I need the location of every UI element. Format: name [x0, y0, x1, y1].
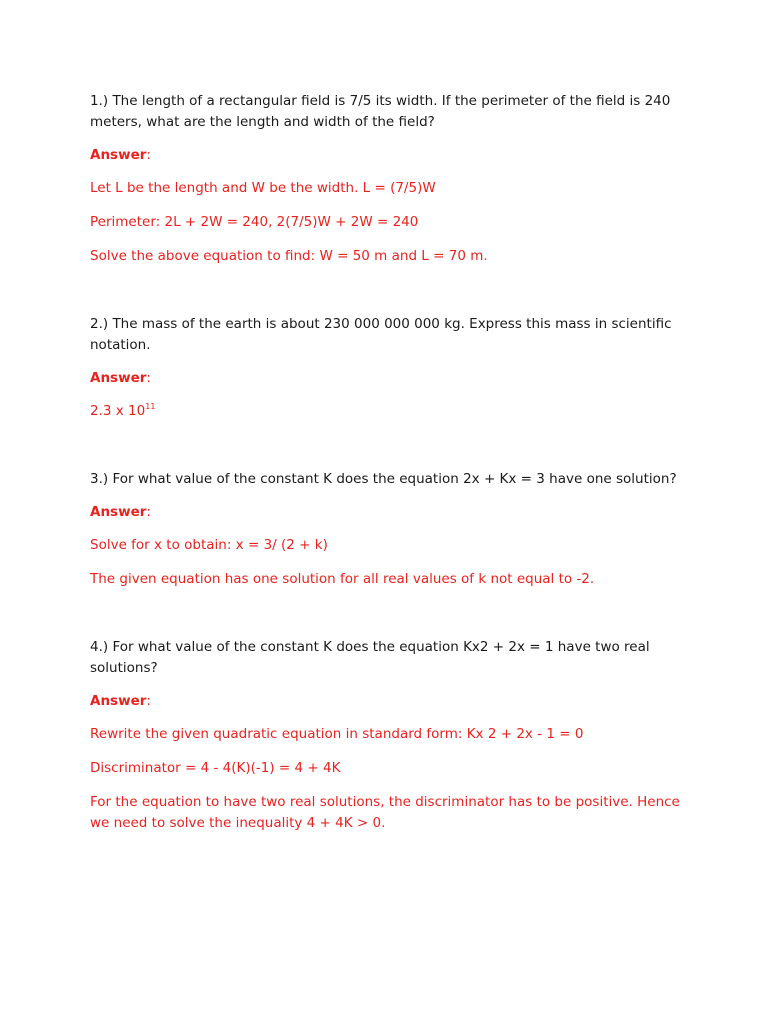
question-text: 2.) The mass of the earth is about 230 000 000 000 kg. Express this mass in scientific notation.	[90, 316, 672, 353]
answer-label-colon: :	[146, 147, 151, 163]
question-text: 4.) For what value of the constant K does the equation Kx2 + 2x = 1 have two real solutions?	[90, 639, 650, 676]
answer-label-colon: :	[146, 370, 151, 386]
answer-label-colon: :	[146, 693, 151, 709]
answer-line: Let L be the length and W be the width. L = (7/5)W	[90, 180, 436, 196]
document-page	[90, 91, 690, 834]
answer-label	[90, 145, 690, 166]
answer-line: Discriminator = 4 - 4(K)(-1) = 4 + 4K	[90, 760, 341, 776]
answer-label	[90, 691, 690, 712]
question-text: 3.) For what value of the constant K does the equation 2x + Kx = 3 have one solution?	[90, 471, 677, 487]
answer-line: Perimeter: 2L + 2W = 240, 2(7/5)W + 2W = 240	[90, 214, 419, 230]
answer-line: Solve for x to obtain: x = 3/ (2 + k)	[90, 537, 328, 553]
answer-label-text: Answer	[90, 504, 147, 520]
problem-4	[90, 637, 690, 834]
problem-3	[90, 469, 690, 590]
answer-label-text: Answer	[90, 370, 147, 386]
answer-line: Solve the above equation to find: W = 50 m and L = 70 m.	[90, 248, 488, 264]
answer-line: The given equation has one solution for all real values of k not equal to -2.	[90, 571, 595, 587]
answer-label	[90, 368, 690, 389]
sci-base: 2.3 x 10	[90, 403, 146, 419]
answer-label-text: Answer	[90, 693, 147, 709]
answer-line-scientific	[90, 401, 690, 422]
answer-line: For the equation to have two real solutions, the discriminator has to be positive. Hence we need to solve the inequality 4 + 4K > 0.	[90, 794, 680, 831]
answer-label-colon: :	[146, 504, 151, 520]
answer-line: Rewrite the given quadratic equation in standard form: Kx 2 + 2x - 1 = 0	[90, 726, 584, 742]
problem-2	[90, 314, 690, 422]
answer-label-text: Answer	[90, 147, 147, 163]
answer-label	[90, 502, 690, 523]
problem-1	[90, 91, 690, 267]
sci-exponent: 11	[145, 402, 156, 411]
question-text: 1.) The length of a rectangular field is 7/5 its width. If the perimeter of the field is 240 meters, what are the length and width of the field?	[90, 93, 671, 130]
